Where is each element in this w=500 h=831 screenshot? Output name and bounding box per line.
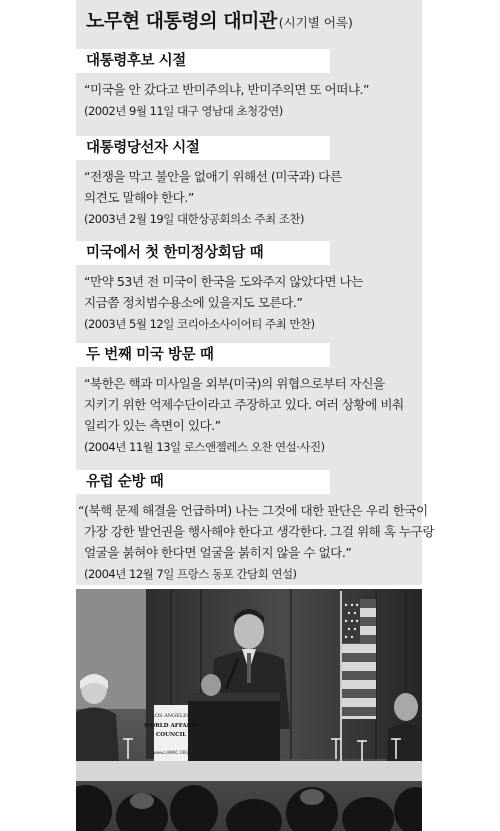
section-heading: 두 번째 미국 방문 때 xyxy=(76,343,330,367)
news-photo xyxy=(76,589,422,831)
section-source: (2002년 9월 11일 대구 영남대 초청강연) xyxy=(84,104,283,118)
quote-section xyxy=(76,470,435,583)
section-heading: 미국에서 첫 한미정상회담 때 xyxy=(76,241,330,265)
quote-section xyxy=(76,136,422,228)
speech-photo-illustration xyxy=(76,589,422,831)
quote-line: 일리가 있는 측면이 있다.” xyxy=(84,418,221,433)
quote-line: “미국을 안 갔다고 반미주의냐, 반미주의면 또 어떠냐.” xyxy=(84,82,370,97)
title-sub: (시기별 어록) xyxy=(278,15,353,30)
section-quote xyxy=(76,271,422,313)
quote-line: 의견도 말해야 한다.” xyxy=(84,190,194,205)
quote-line: 지금쯤 정치범수용소에 있을지도 모른다.” xyxy=(84,295,303,310)
quote-section xyxy=(76,343,422,456)
section-source: (2004년 11월 13일 로스앤젤레스 오찬 연설·사진) xyxy=(84,440,325,454)
section-heading: 대통령후보 시절 xyxy=(76,49,330,73)
section-source: (2004년 12월 7일 프랑스 동포 간담회 연설) xyxy=(84,567,297,581)
section-quote xyxy=(76,500,435,563)
quote-line: “전쟁을 막고 불안을 없애기 위해선 (미국과) 다른 xyxy=(84,169,342,184)
section-source: (2003년 5월 12일 코리아소사이어티 주최 만찬) xyxy=(84,317,315,331)
section-quote xyxy=(76,373,422,436)
quote-line: 얼굴을 붉혀야 한다면 얼굴을 붉히지 않을 수 없다.” xyxy=(84,545,352,560)
section-source: (2003년 2월 19일 대한상공회의소 주최 조찬) xyxy=(84,212,304,226)
podium-sign-line: LOS ANGELES xyxy=(151,713,191,719)
quote-line: “북한은 핵과 미사일을 외부(미국)의 위협으로부터 자신을 xyxy=(84,376,385,391)
quote-line: 가장 강한 발언권을 행사해야 한다고 생각한다. 그걸 위해 혹 누구랑 xyxy=(84,524,435,539)
section-quote xyxy=(76,79,422,100)
section-heading: 유럽 순방 때 xyxy=(76,470,330,494)
quote-line: 지키기 위한 억제수단이라고 주장하고 있다. 여러 상황에 비춰 xyxy=(84,397,404,412)
podium-sign-line: COUNCIL xyxy=(155,732,187,738)
section-quote xyxy=(76,166,422,208)
quote-section xyxy=(76,49,422,120)
us-flag xyxy=(342,599,376,719)
quote-line: “(북핵 문제 해결을 언급하며) 나는 그것에 대한 판단은 우리 한국이 xyxy=(78,503,428,518)
page-title xyxy=(86,6,416,33)
quote-line: “만약 53년 전 미국이 한국을 도와주지 않았다면 나는 xyxy=(84,274,363,289)
podium-sign-line: WORLD AFFAIRS xyxy=(143,723,199,729)
section-heading: 대통령당선자 시절 xyxy=(76,136,330,160)
quote-section xyxy=(76,241,422,333)
podium-url: www.LAWAC.ORG xyxy=(153,750,189,755)
title-main: 노무현 대통령의 대미관 xyxy=(86,10,277,32)
